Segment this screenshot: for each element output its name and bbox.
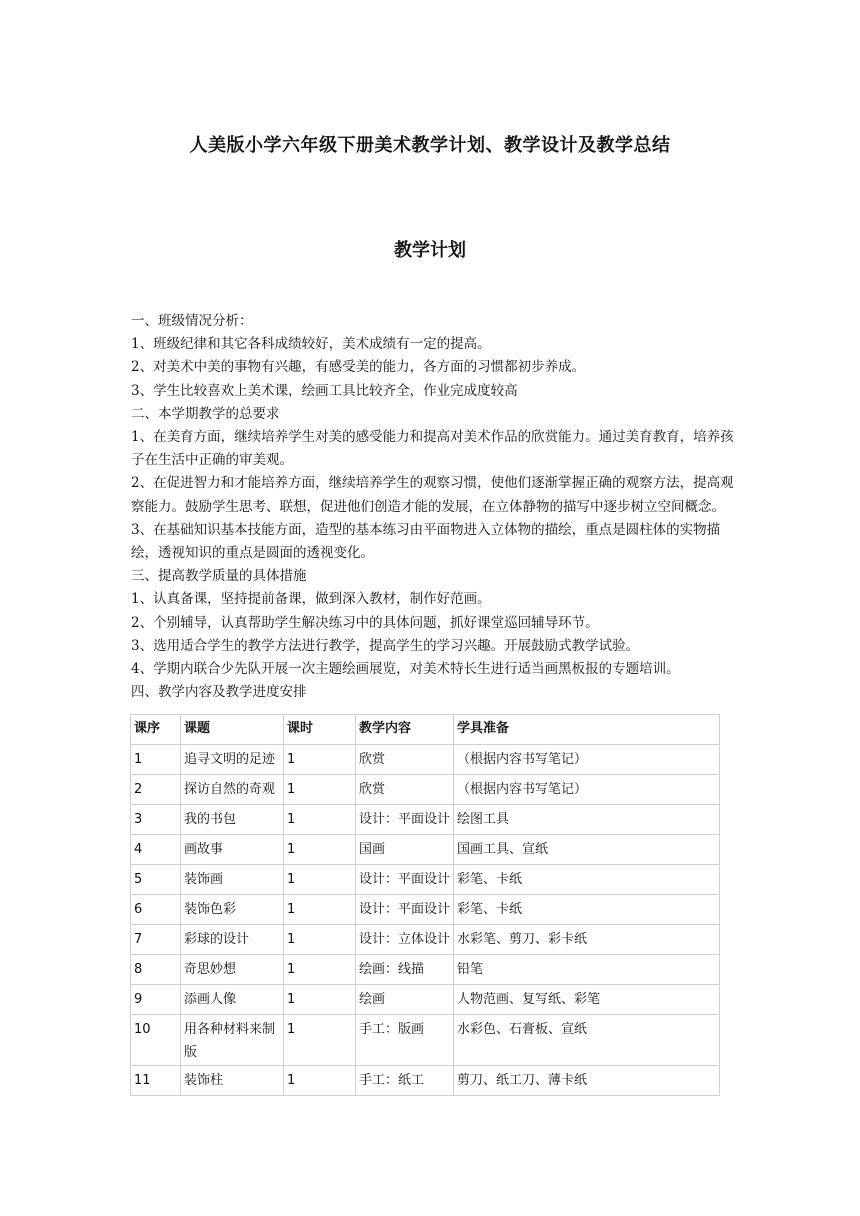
table-cell: 7 bbox=[131, 925, 181, 955]
table-cell: 剪刀、纸工刀、薄卡纸 bbox=[454, 1066, 720, 1096]
table-cell: 欣赏 bbox=[356, 745, 454, 775]
header-cell: 课题 bbox=[181, 715, 284, 745]
table-cell: 1 bbox=[284, 745, 356, 775]
table-cell: 装饰色彩 bbox=[181, 895, 284, 925]
table-row bbox=[131, 805, 720, 835]
text-line: 三、提高教学质量的具体措施 bbox=[131, 568, 307, 585]
table-cell: 彩球的设计 bbox=[181, 925, 284, 955]
document-title: 人美版小学六年级下册美术教学计划、教学设计及教学总结 bbox=[189, 135, 671, 156]
table-cell: 添画人像 bbox=[181, 985, 284, 1015]
table-cell: 4 bbox=[131, 835, 181, 865]
table-cell: 探访自然的奇观 bbox=[181, 775, 284, 805]
section-title: 教学计划 bbox=[394, 240, 466, 261]
table-cell: 1 bbox=[131, 745, 181, 775]
table-cell: 奇思妙想 bbox=[181, 955, 284, 985]
table-cell: 追寻文明的足迹 bbox=[181, 745, 284, 775]
header-cell: 教学内容 bbox=[356, 715, 454, 745]
table-cell: 国画 bbox=[356, 835, 454, 865]
text-line: 1、认真备课，坚持提前备课，做到深入教材，制作好范画。 bbox=[131, 591, 491, 608]
table-cell: 5 bbox=[131, 865, 181, 895]
table-cell: 9 bbox=[131, 985, 181, 1015]
table-cell: 设计：平面设计 bbox=[356, 895, 454, 925]
table-cell: 人物范画、复写纸、彩笔 bbox=[454, 985, 720, 1015]
table-cell: 水彩笔、剪刀、彩卡纸 bbox=[454, 925, 720, 955]
table-cell: 1 bbox=[284, 835, 356, 865]
table-row bbox=[131, 955, 720, 985]
table-header-row bbox=[131, 715, 720, 745]
table-cell: 1 bbox=[284, 865, 356, 895]
table-cell: 铅笔 bbox=[454, 955, 720, 985]
table-cell: 1 bbox=[284, 985, 356, 1015]
text-line: 2、个别辅导，认真帮助学生解决练习中的具体问题，抓好课堂巡回辅导环节。 bbox=[131, 614, 599, 631]
table-cell: （根据内容书写笔记） bbox=[454, 745, 720, 775]
table-cell: 1 bbox=[284, 805, 356, 835]
table-cell: 彩笔、卡纸 bbox=[454, 895, 720, 925]
table-row bbox=[131, 895, 720, 925]
table-cell: 绘图工具 bbox=[454, 805, 720, 835]
table-cell: 装饰画 bbox=[181, 865, 284, 895]
table-row bbox=[131, 1015, 720, 1066]
header-cell: 课时 bbox=[284, 715, 356, 745]
text-line: 4、学期内联合少先队开展一次主题绘画展览，对美术特长生进行适当画黑板报的专题培训。 bbox=[131, 661, 680, 678]
table-cell: 1 bbox=[284, 1066, 356, 1096]
text-line: 3、选用适合学生的教学方法进行教学，提高学生的学习兴趣。开展鼓励式教学试验。 bbox=[131, 637, 640, 654]
schedule-table-wrapper bbox=[130, 714, 720, 1096]
table-cell: 我的书包 bbox=[181, 805, 284, 835]
table-cell: 3 bbox=[131, 805, 181, 835]
table-cell: 1 bbox=[284, 775, 356, 805]
table-cell: （根据内容书写笔记） bbox=[454, 775, 720, 805]
schedule-table bbox=[130, 714, 720, 1096]
table-cell: 国画工具、宣纸 bbox=[454, 835, 720, 865]
table-row bbox=[131, 985, 720, 1015]
text-line: 四、教学内容及教学进度安排 bbox=[131, 684, 307, 701]
table-cell: 设计：平面设计 bbox=[356, 805, 454, 835]
table-cell: 设计：立体设计 bbox=[356, 925, 454, 955]
table-cell: 绘画 bbox=[356, 985, 454, 1015]
table-cell: 1 bbox=[284, 925, 356, 955]
table-cell: 1 bbox=[284, 895, 356, 925]
table-row bbox=[131, 1066, 720, 1096]
table-row bbox=[131, 775, 720, 805]
table-cell: 绘画：线描 bbox=[356, 955, 454, 985]
text-paragraph: 2、在促进智力和才能培养方面，继续培养学生的观察习惯，使他们逐渐掌握正确的观察方法，提高观察能力。鼓励学生思考、联想，促进他们创造才能的发展，在立体静物的描写中逐步树立空间概念。 bbox=[131, 475, 734, 515]
text-paragraph: 1、在美育方面，继续培养学生对美的感受能力和提高对美术作品的欣赏能力。通过美育教育，培养孩子在生活中正确的审美观。 bbox=[131, 429, 734, 469]
text-paragraph: 3、在基础知识基本技能方面，造型的基本练习由平面物进入立体物的描绘，重点是圆柱体的实物描绘，透视知识的重点是圆面的透视变化。 bbox=[131, 521, 721, 562]
table-cell: 欣赏 bbox=[356, 775, 454, 805]
table-cell: 设计：平面设计 bbox=[356, 865, 454, 895]
table-cell: 装饰柱 bbox=[181, 1066, 284, 1096]
table-row bbox=[131, 835, 720, 865]
table-cell: 1 bbox=[284, 1015, 356, 1066]
table-cell: 手工：版画 bbox=[356, 1015, 454, 1066]
table-cell: 画故事 bbox=[181, 835, 284, 865]
table-cell: 2 bbox=[131, 775, 181, 805]
table-cell: 手工：纸工 bbox=[356, 1066, 454, 1096]
text-line: 一、班级情况分析： bbox=[131, 313, 253, 329]
header-cell: 学具准备 bbox=[454, 715, 720, 745]
table-cell: 11 bbox=[131, 1066, 181, 1096]
text-line: 1、班级纪律和其它各科成绩较好，美术成绩有一定的提高。 bbox=[131, 336, 491, 353]
table-row bbox=[131, 925, 720, 955]
table-cell: 1 bbox=[284, 955, 356, 985]
table-cell: 6 bbox=[131, 895, 181, 925]
table-row bbox=[131, 865, 720, 895]
table-cell: 8 bbox=[131, 955, 181, 985]
table-row bbox=[131, 745, 720, 775]
table-cell: 用各种材料来制版 bbox=[181, 1015, 284, 1066]
table-cell: 彩笔、卡纸 bbox=[454, 865, 720, 895]
table-cell: 水彩色、石膏板、宣纸 bbox=[454, 1015, 720, 1066]
table-cell: 10 bbox=[131, 1015, 181, 1066]
body-text bbox=[131, 310, 736, 704]
header-cell: 课序 bbox=[131, 715, 181, 745]
text-line: 3、学生比较喜欢上美术课，绘画工具比较齐全，作业完成度较高 bbox=[131, 382, 518, 399]
text-line: 二、本学期教学的总要求 bbox=[131, 405, 280, 422]
text-line: 2、对美术中美的事物有兴趣，有感受美的能力，各方面的习惯都初步养成。 bbox=[131, 359, 586, 376]
